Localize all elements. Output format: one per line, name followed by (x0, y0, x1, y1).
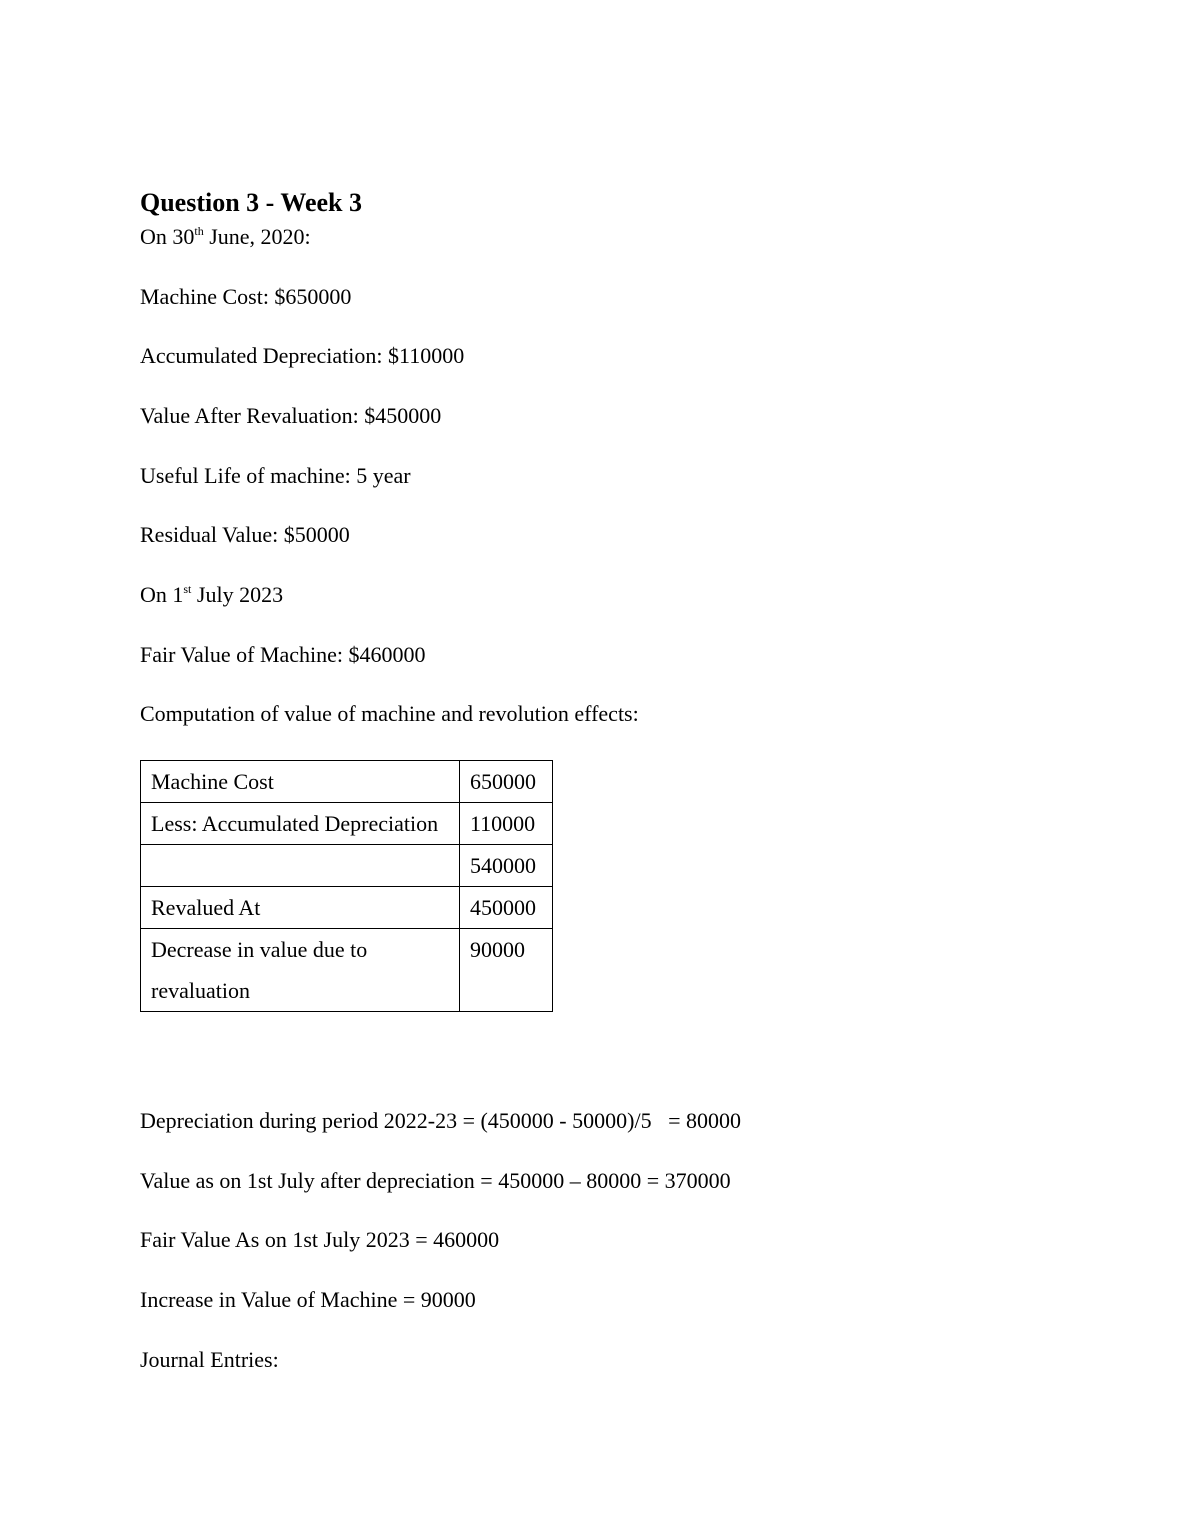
table-cell-amount: 90000 (460, 929, 553, 1012)
page-title: Question 3 - Week 3 (140, 188, 362, 217)
date-line-text: On 30 (140, 224, 195, 249)
table-row (141, 929, 553, 1012)
table-cell-amount: 450000 (460, 887, 553, 929)
table-cell-label: Less: Accumulated Depreciation (141, 803, 460, 845)
date-line-superscript: th (194, 224, 204, 238)
table-cell-amount: 540000 (460, 845, 553, 887)
calc-fair-value: Fair Value As on 1st July 2023 = 460000 (140, 1227, 500, 1252)
date-line-2-superscript: st (183, 582, 192, 596)
date-line (140, 223, 311, 251)
fact-residual-value: Residual Value: $50000 (140, 522, 350, 547)
table-row (141, 845, 553, 887)
fact-fair-value: Fair Value of Machine: $460000 (140, 642, 426, 667)
fact-value-after-revaluation: Value After Revaluation: $450000 (140, 403, 442, 428)
calc-value-after-depreciation: Value as on 1st July after depreciation = 450000 – 80000 = 370000 (140, 1168, 731, 1193)
table-cell-label (141, 845, 460, 887)
date-line-2-text: On 1 (140, 582, 184, 607)
table-row (141, 803, 553, 845)
calc-depreciation: Depreciation during period 2022-23 = (450000 - 50000)/5 = 80000 (140, 1108, 741, 1133)
table-cell-label: Machine Cost (141, 761, 460, 803)
table-cell-label: Decrease in value due to revaluation (141, 929, 460, 1012)
date-line-2-rest: July 2023 (191, 582, 284, 607)
table-cell-amount: 650000 (460, 761, 553, 803)
table-cell-amount: 110000 (460, 803, 553, 845)
journal-entries-heading: Journal Entries: (140, 1347, 279, 1372)
fact-useful-life: Useful Life of machine: 5 year (140, 463, 411, 488)
table-row (141, 761, 553, 803)
computation-table (140, 760, 553, 1012)
date-line-rest: June, 2020: (203, 224, 311, 249)
table-cell-label: Revalued At (141, 887, 460, 929)
fact-accumulated-depreciation: Accumulated Depreciation: $110000 (140, 343, 465, 368)
date-line-2 (140, 581, 283, 609)
computation-title: Computation of value of machine and revolution effects: (140, 701, 639, 726)
table-row (141, 887, 553, 929)
fact-machine-cost: Machine Cost: $650000 (140, 284, 352, 309)
calc-increase-in-value: Increase in Value of Machine = 90000 (140, 1287, 476, 1312)
